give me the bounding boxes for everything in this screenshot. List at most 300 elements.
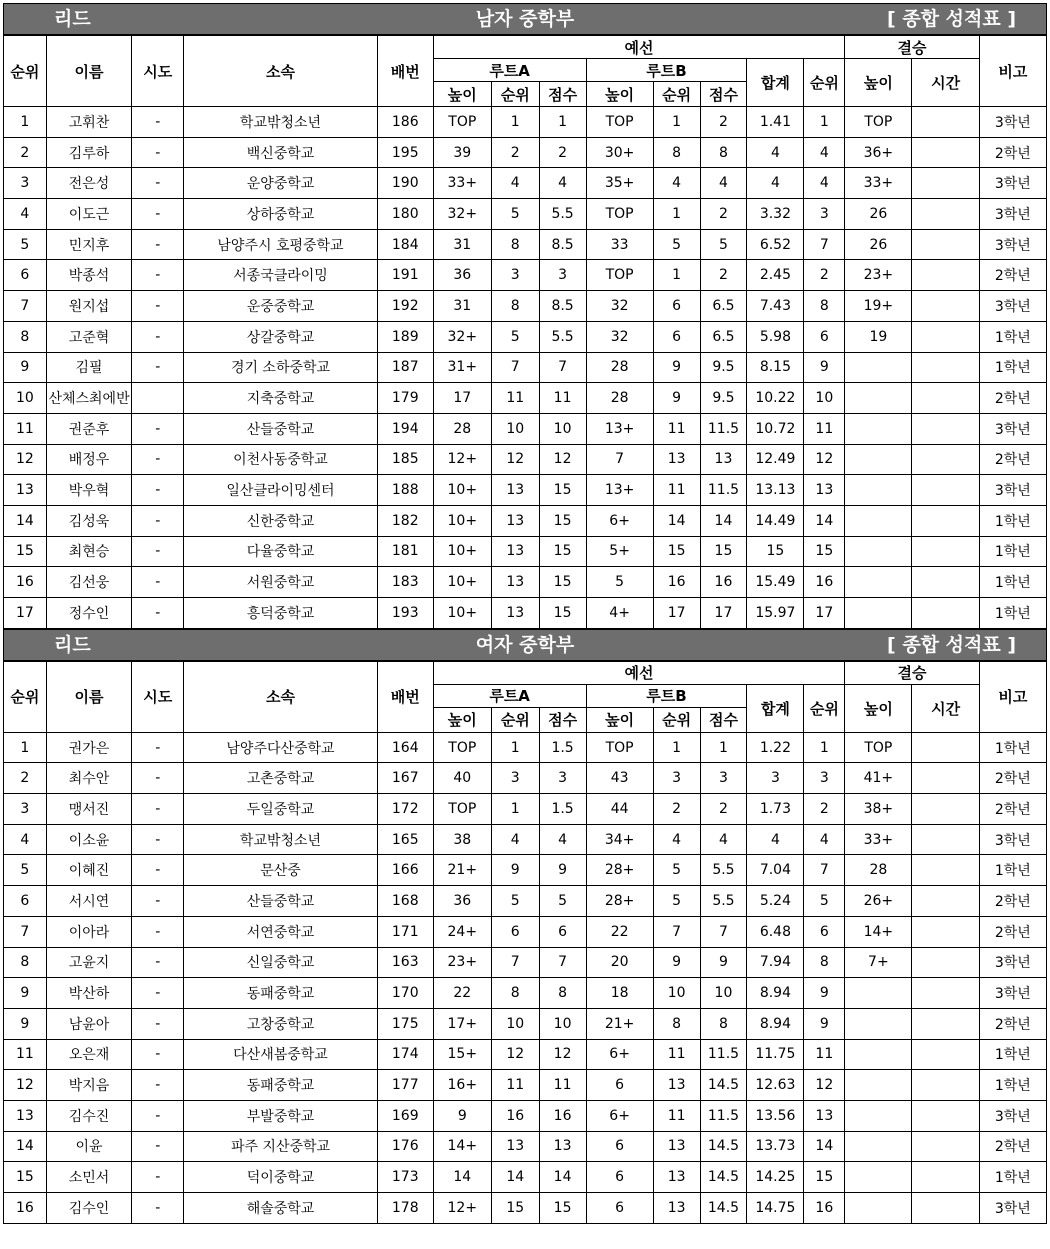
cell-b-h: 13+ bbox=[586, 413, 653, 444]
cell-b-r: 13 bbox=[653, 444, 700, 475]
cell-b-h: 13+ bbox=[586, 475, 653, 506]
table-row bbox=[4, 107, 1047, 138]
cell-name: 이혜진 bbox=[46, 855, 132, 886]
cell-b-h: 6 bbox=[586, 1070, 653, 1101]
cell-sido: - bbox=[132, 199, 184, 230]
cell-prank: 13 bbox=[804, 1100, 845, 1131]
table-row bbox=[4, 536, 1047, 567]
cell-f-h bbox=[845, 1162, 912, 1193]
cell-sido: - bbox=[132, 794, 184, 825]
cell-a-h: 36 bbox=[433, 886, 491, 917]
cell-prank: 8 bbox=[804, 947, 845, 978]
cell-school: 남양주다산중학교 bbox=[184, 732, 378, 763]
cell-b-r: 13 bbox=[653, 1162, 700, 1193]
cell-school: 운중중학교 bbox=[184, 291, 378, 322]
cell-bib: 165 bbox=[377, 824, 433, 855]
cell-rank: 2 bbox=[4, 137, 47, 168]
cell-total: 3 bbox=[747, 763, 804, 794]
cell-b-h: TOP bbox=[586, 199, 653, 230]
cell-b-s: 5.5 bbox=[700, 886, 747, 917]
table-row bbox=[4, 947, 1047, 978]
table-row bbox=[4, 475, 1047, 506]
cell-a-r: 4 bbox=[491, 168, 539, 199]
cell-name: 박우혁 bbox=[46, 475, 132, 506]
header-final: 결승 bbox=[845, 36, 979, 59]
cell-b-h: 6+ bbox=[586, 505, 653, 536]
cell-f-t bbox=[912, 475, 979, 506]
cell-f-h: 26 bbox=[845, 199, 912, 230]
cell-total: 8.94 bbox=[747, 1008, 804, 1039]
cell-f-h bbox=[845, 1131, 912, 1162]
cell-sido: - bbox=[132, 168, 184, 199]
cell-a-r: 13 bbox=[491, 1131, 539, 1162]
cell-bib: 177 bbox=[377, 1070, 433, 1101]
cell-total: 11.75 bbox=[747, 1039, 804, 1070]
cell-b-h: 4+ bbox=[586, 598, 653, 629]
cell-a-h: 24+ bbox=[433, 916, 491, 947]
cell-name: 박지음 bbox=[46, 1070, 132, 1101]
cell-total: 4 bbox=[747, 824, 804, 855]
cell-school: 문산중 bbox=[184, 855, 378, 886]
cell-b-r: 14 bbox=[653, 505, 700, 536]
cell-school: 고촌중학교 bbox=[184, 763, 378, 794]
cell-name: 이윤 bbox=[46, 1131, 132, 1162]
cell-a-r: 7 bbox=[491, 947, 539, 978]
cell-f-t bbox=[912, 947, 979, 978]
cell-school: 서원중학교 bbox=[184, 567, 378, 598]
header-final-height: 높이 bbox=[845, 684, 912, 732]
cell-sido: - bbox=[132, 229, 184, 260]
cell-f-h bbox=[845, 413, 912, 444]
cell-f-t bbox=[912, 978, 979, 1009]
cell-f-h: 28 bbox=[845, 855, 912, 886]
header-b-rank: 순위 bbox=[653, 707, 700, 732]
cell-b-r: 11 bbox=[653, 475, 700, 506]
cell-b-s: 9 bbox=[700, 947, 747, 978]
table-row bbox=[4, 1131, 1047, 1162]
cell-total: 8.94 bbox=[747, 978, 804, 1009]
cell-sido: - bbox=[132, 732, 184, 763]
cell-a-h: 31 bbox=[433, 229, 491, 260]
header-a-height: 높이 bbox=[433, 707, 491, 732]
cell-b-s: 8 bbox=[700, 137, 747, 168]
cell-b-r: 1 bbox=[653, 260, 700, 291]
cell-b-s: 3 bbox=[700, 763, 747, 794]
cell-total: 4 bbox=[747, 137, 804, 168]
cell-a-r: 3 bbox=[491, 763, 539, 794]
cell-f-t bbox=[912, 1070, 979, 1101]
cell-note: 2학년 bbox=[979, 1008, 1046, 1039]
header-route-b: 루트B bbox=[586, 59, 747, 82]
cell-note: 2학년 bbox=[979, 137, 1046, 168]
cell-b-r: 16 bbox=[653, 567, 700, 598]
cell-a-r: 7 bbox=[491, 352, 539, 383]
header-b-score: 점수 bbox=[700, 707, 747, 732]
cell-bib: 185 bbox=[377, 444, 433, 475]
division-title: 여자 중학부 bbox=[475, 633, 575, 656]
cell-total: 2.45 bbox=[747, 260, 804, 291]
cell-note: 3학년 bbox=[979, 199, 1046, 230]
cell-sido: - bbox=[132, 824, 184, 855]
cell-f-h bbox=[845, 383, 912, 414]
cell-total: 10.22 bbox=[747, 383, 804, 414]
cell-b-r: 2 bbox=[653, 794, 700, 825]
cell-prank: 7 bbox=[804, 855, 845, 886]
cell-name: 서시연 bbox=[46, 886, 132, 917]
cell-rank: 5 bbox=[4, 229, 47, 260]
results-table bbox=[3, 35, 1047, 629]
table-row bbox=[4, 1070, 1047, 1101]
cell-f-h bbox=[845, 352, 912, 383]
cell-a-h: 31+ bbox=[433, 352, 491, 383]
cell-prank: 4 bbox=[804, 168, 845, 199]
cell-b-s: 2 bbox=[700, 794, 747, 825]
cell-b-r: 5 bbox=[653, 855, 700, 886]
cell-a-r: 3 bbox=[491, 260, 539, 291]
cell-name: 김루하 bbox=[46, 137, 132, 168]
cell-f-t bbox=[912, 763, 979, 794]
cell-f-h: 7+ bbox=[845, 947, 912, 978]
cell-f-h bbox=[845, 1008, 912, 1039]
cell-a-h: 14+ bbox=[433, 1131, 491, 1162]
table-row bbox=[4, 321, 1047, 352]
cell-b-s: 11.5 bbox=[700, 1039, 747, 1070]
cell-name: 권준후 bbox=[46, 413, 132, 444]
cell-sido: - bbox=[132, 536, 184, 567]
cell-total: 14.75 bbox=[747, 1193, 804, 1224]
cell-b-r: 15 bbox=[653, 536, 700, 567]
cell-sido: - bbox=[132, 1193, 184, 1224]
cell-note: 2학년 bbox=[979, 1131, 1046, 1162]
cell-b-s: 11.5 bbox=[700, 413, 747, 444]
cell-rank: 13 bbox=[4, 475, 47, 506]
header-b-rank: 순위 bbox=[653, 82, 700, 107]
cell-f-h bbox=[845, 444, 912, 475]
table-row bbox=[4, 1100, 1047, 1131]
cell-name: 김수인 bbox=[46, 1193, 132, 1224]
cell-school: 동패중학교 bbox=[184, 1070, 378, 1101]
header-final-time: 시간 bbox=[912, 59, 979, 107]
cell-f-t bbox=[912, 732, 979, 763]
table-row bbox=[4, 291, 1047, 322]
cell-total: 1.41 bbox=[747, 107, 804, 138]
cell-note: 2학년 bbox=[979, 383, 1046, 414]
cell-a-s: 3 bbox=[539, 260, 586, 291]
cell-f-h: 23+ bbox=[845, 260, 912, 291]
cell-name: 김성욱 bbox=[46, 505, 132, 536]
cell-a-h: 14 bbox=[433, 1162, 491, 1193]
cell-a-r: 15 bbox=[491, 1193, 539, 1224]
cell-note: 1학년 bbox=[979, 321, 1046, 352]
cell-a-r: 6 bbox=[491, 916, 539, 947]
header-route-b: 루트B bbox=[586, 684, 747, 707]
cell-b-r: 8 bbox=[653, 1008, 700, 1039]
cell-sido: - bbox=[132, 1131, 184, 1162]
cell-a-h: 32+ bbox=[433, 199, 491, 230]
cell-total: 6.48 bbox=[747, 916, 804, 947]
cell-f-t bbox=[912, 1100, 979, 1131]
cell-sido: - bbox=[132, 260, 184, 291]
cell-b-h: 5+ bbox=[586, 536, 653, 567]
sheet-type-label: [ 종합 성적표 ] bbox=[887, 633, 1016, 656]
cell-a-s: 7 bbox=[539, 947, 586, 978]
cell-a-r: 5 bbox=[491, 199, 539, 230]
cell-school: 해솔중학교 bbox=[184, 1193, 378, 1224]
cell-bib: 190 bbox=[377, 168, 433, 199]
header-bib: 배번 bbox=[377, 36, 433, 107]
cell-a-h: 16+ bbox=[433, 1070, 491, 1101]
cell-school: 학교밖청소년 bbox=[184, 824, 378, 855]
cell-note: 2학년 bbox=[979, 444, 1046, 475]
cell-a-s: 4 bbox=[539, 168, 586, 199]
cell-note: 3학년 bbox=[979, 947, 1046, 978]
cell-a-h: TOP bbox=[433, 794, 491, 825]
cell-prank: 3 bbox=[804, 199, 845, 230]
cell-total: 13.73 bbox=[747, 1131, 804, 1162]
cell-f-h bbox=[845, 1039, 912, 1070]
header-school: 소속 bbox=[184, 661, 378, 732]
cell-prank: 16 bbox=[804, 567, 845, 598]
table-row bbox=[4, 168, 1047, 199]
cell-a-r: 13 bbox=[491, 567, 539, 598]
cell-f-t bbox=[912, 352, 979, 383]
cell-sido: - bbox=[132, 352, 184, 383]
cell-rank: 11 bbox=[4, 413, 47, 444]
cell-sido: - bbox=[132, 1070, 184, 1101]
table-row bbox=[4, 1008, 1047, 1039]
cell-a-s: 15 bbox=[539, 536, 586, 567]
cell-rank: 14 bbox=[4, 505, 47, 536]
cell-name: 최현승 bbox=[46, 536, 132, 567]
cell-b-h: 18 bbox=[586, 978, 653, 1009]
cell-note: 2학년 bbox=[979, 763, 1046, 794]
cell-a-h: 36 bbox=[433, 260, 491, 291]
cell-rank: 16 bbox=[4, 567, 47, 598]
cell-bib: 194 bbox=[377, 413, 433, 444]
cell-note: 3학년 bbox=[979, 168, 1046, 199]
cell-name: 배정우 bbox=[46, 444, 132, 475]
cell-f-t bbox=[912, 291, 979, 322]
cell-school: 다율중학교 bbox=[184, 536, 378, 567]
cell-name: 김필 bbox=[46, 352, 132, 383]
cell-bib: 166 bbox=[377, 855, 433, 886]
header-b-height: 높이 bbox=[586, 82, 653, 107]
cell-total: 14.25 bbox=[747, 1162, 804, 1193]
cell-a-s: 5 bbox=[539, 886, 586, 917]
cell-note: 3학년 bbox=[979, 1193, 1046, 1224]
cell-f-h: 26 bbox=[845, 229, 912, 260]
cell-a-r: 5 bbox=[491, 886, 539, 917]
cell-rank: 4 bbox=[4, 199, 47, 230]
cell-total: 1.73 bbox=[747, 794, 804, 825]
cell-f-h: 26+ bbox=[845, 886, 912, 917]
cell-bib: 191 bbox=[377, 260, 433, 291]
table-row bbox=[4, 824, 1047, 855]
cell-prank: 11 bbox=[804, 413, 845, 444]
cell-a-r: 12 bbox=[491, 1039, 539, 1070]
header-bib: 배번 bbox=[377, 661, 433, 732]
cell-total: 5.24 bbox=[747, 886, 804, 917]
cell-name: 김선웅 bbox=[46, 567, 132, 598]
cell-sido: - bbox=[132, 567, 184, 598]
cell-f-t bbox=[912, 824, 979, 855]
cell-school: 남양주시 호평중학교 bbox=[184, 229, 378, 260]
cell-a-r: 13 bbox=[491, 598, 539, 629]
cell-f-t bbox=[912, 260, 979, 291]
cell-f-t bbox=[912, 886, 979, 917]
cell-b-h: 6 bbox=[586, 1162, 653, 1193]
header-qualification: 예선 bbox=[433, 36, 845, 59]
cell-f-t bbox=[912, 199, 979, 230]
cell-rank: 16 bbox=[4, 1193, 47, 1224]
cell-note: 2학년 bbox=[979, 886, 1046, 917]
cell-prank: 17 bbox=[804, 598, 845, 629]
header-route-a: 루트A bbox=[433, 684, 586, 707]
cell-sido: - bbox=[132, 763, 184, 794]
cell-name: 이소윤 bbox=[46, 824, 132, 855]
results-table bbox=[3, 661, 1047, 1224]
cell-school: 산들중학교 bbox=[184, 886, 378, 917]
cell-b-r: 5 bbox=[653, 229, 700, 260]
cell-a-s: 6 bbox=[539, 916, 586, 947]
cell-name: 최수안 bbox=[46, 763, 132, 794]
cell-name: 전은성 bbox=[46, 168, 132, 199]
cell-b-s: 10 bbox=[700, 978, 747, 1009]
cell-b-s: 13 bbox=[700, 444, 747, 475]
cell-b-s: 2 bbox=[700, 107, 747, 138]
cell-bib: 195 bbox=[377, 137, 433, 168]
cell-b-h: 43 bbox=[586, 763, 653, 794]
table-row bbox=[4, 978, 1047, 1009]
cell-sido: - bbox=[132, 291, 184, 322]
cell-f-h: 36+ bbox=[845, 137, 912, 168]
cell-prank: 12 bbox=[804, 1070, 845, 1101]
cell-a-s: 15 bbox=[539, 598, 586, 629]
header-final-time: 시간 bbox=[912, 684, 979, 732]
cell-a-h: 10+ bbox=[433, 567, 491, 598]
cell-total: 14.49 bbox=[747, 505, 804, 536]
cell-sido: - bbox=[132, 1100, 184, 1131]
cell-total: 5.98 bbox=[747, 321, 804, 352]
cell-bib: 179 bbox=[377, 383, 433, 414]
table-row bbox=[4, 444, 1047, 475]
cell-b-s: 6.5 bbox=[700, 321, 747, 352]
cell-name: 남윤아 bbox=[46, 1008, 132, 1039]
cell-f-t bbox=[912, 855, 979, 886]
cell-note: 3학년 bbox=[979, 475, 1046, 506]
cell-school: 학교밖청소년 bbox=[184, 107, 378, 138]
cell-a-s: 16 bbox=[539, 1100, 586, 1131]
cell-b-r: 13 bbox=[653, 1070, 700, 1101]
cell-sido: - bbox=[132, 475, 184, 506]
cell-rank: 8 bbox=[4, 321, 47, 352]
cell-sido: - bbox=[132, 505, 184, 536]
cell-a-h: 28 bbox=[433, 413, 491, 444]
cell-bib: 164 bbox=[377, 732, 433, 763]
table-row bbox=[4, 763, 1047, 794]
header-a-rank: 순위 bbox=[491, 707, 539, 732]
cell-b-r: 9 bbox=[653, 383, 700, 414]
cell-sido: - bbox=[132, 413, 184, 444]
cell-a-h: 22 bbox=[433, 978, 491, 1009]
division-title: 남자 중학부 bbox=[475, 8, 575, 30]
cell-rank: 5 bbox=[4, 855, 47, 886]
cell-b-r: 8 bbox=[653, 137, 700, 168]
cell-f-h: 38+ bbox=[845, 794, 912, 825]
cell-name: 산체스최에반 bbox=[46, 383, 132, 414]
cell-a-h: 17+ bbox=[433, 1008, 491, 1039]
cell-prank: 14 bbox=[804, 1131, 845, 1162]
cell-note: 3학년 bbox=[979, 1100, 1046, 1131]
cell-note: 1학년 bbox=[979, 1039, 1046, 1070]
cell-total: 7.43 bbox=[747, 291, 804, 322]
cell-note: 1학년 bbox=[979, 536, 1046, 567]
cell-b-s: 2 bbox=[700, 260, 747, 291]
cell-b-h: 6 bbox=[586, 1131, 653, 1162]
cell-a-s: 12 bbox=[539, 444, 586, 475]
cell-a-s: 1 bbox=[539, 107, 586, 138]
cell-f-t bbox=[912, 567, 979, 598]
cell-b-h: 34+ bbox=[586, 824, 653, 855]
cell-a-h: 31 bbox=[433, 291, 491, 322]
cell-note: 3학년 bbox=[979, 978, 1046, 1009]
cell-b-h: 30+ bbox=[586, 137, 653, 168]
cell-a-s: 5.5 bbox=[539, 321, 586, 352]
cell-a-h: TOP bbox=[433, 732, 491, 763]
cell-bib: 193 bbox=[377, 598, 433, 629]
cell-rank: 6 bbox=[4, 886, 47, 917]
cell-b-r: 6 bbox=[653, 291, 700, 322]
cell-f-t bbox=[912, 1193, 979, 1224]
header-route-a: 루트A bbox=[433, 59, 586, 82]
cell-f-h: 19+ bbox=[845, 291, 912, 322]
cell-f-t bbox=[912, 1039, 979, 1070]
cell-school: 부발중학교 bbox=[184, 1100, 378, 1131]
cell-b-s: 5.5 bbox=[700, 855, 747, 886]
cell-name: 고준혁 bbox=[46, 321, 132, 352]
cell-b-h: 28+ bbox=[586, 886, 653, 917]
cell-f-h bbox=[845, 505, 912, 536]
cell-note: 1학년 bbox=[979, 1070, 1046, 1101]
cell-f-h bbox=[845, 536, 912, 567]
cell-note: 1학년 bbox=[979, 1162, 1046, 1193]
cell-a-s: 2 bbox=[539, 137, 586, 168]
cell-school: 두일중학교 bbox=[184, 794, 378, 825]
cell-rank: 10 bbox=[4, 383, 47, 414]
cell-bib: 175 bbox=[377, 1008, 433, 1039]
cell-school: 상갈중학교 bbox=[184, 321, 378, 352]
cell-f-h bbox=[845, 1100, 912, 1131]
cell-bib: 186 bbox=[377, 107, 433, 138]
cell-school: 동패중학교 bbox=[184, 978, 378, 1009]
cell-total: 12.49 bbox=[747, 444, 804, 475]
cell-sido: - bbox=[132, 886, 184, 917]
cell-b-r: 11 bbox=[653, 1100, 700, 1131]
cell-b-h: 32 bbox=[586, 291, 653, 322]
cell-a-s: 15 bbox=[539, 475, 586, 506]
cell-a-s: 15 bbox=[539, 567, 586, 598]
cell-school: 덕이중학교 bbox=[184, 1162, 378, 1193]
cell-a-r: 1 bbox=[491, 794, 539, 825]
cell-school: 운양중학교 bbox=[184, 168, 378, 199]
cell-sido: - bbox=[132, 978, 184, 1009]
cell-a-h: 12+ bbox=[433, 1193, 491, 1224]
cell-school: 신일중학교 bbox=[184, 947, 378, 978]
cell-b-h: 22 bbox=[586, 916, 653, 947]
cell-f-t bbox=[912, 1131, 979, 1162]
table-row bbox=[4, 199, 1047, 230]
cell-name: 소민서 bbox=[46, 1162, 132, 1193]
